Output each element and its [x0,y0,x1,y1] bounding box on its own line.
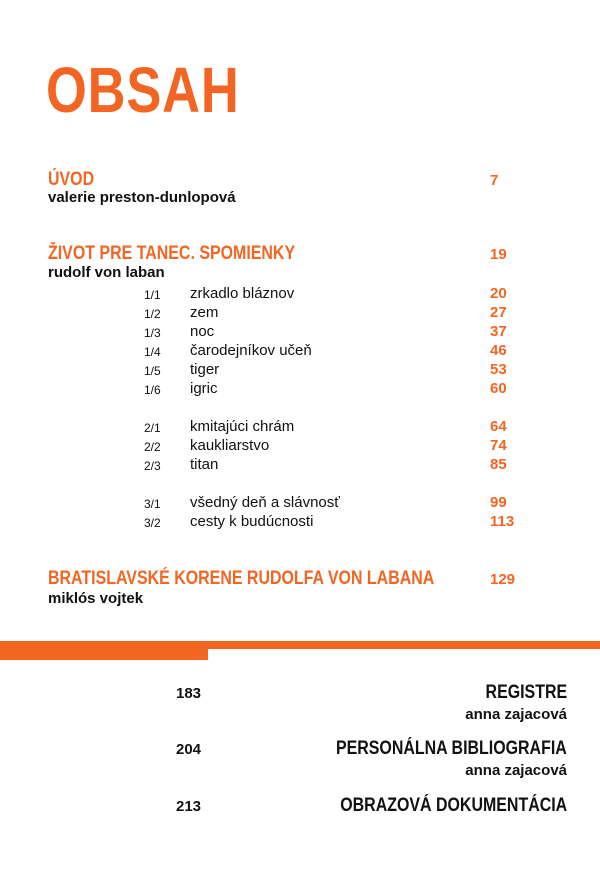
appendix-author: anna zajacová [465,762,567,779]
chapter-title: kmitajúci chrám [190,418,295,435]
chapter-page-number: 60 [490,380,507,397]
chapter-page-number: 37 [490,323,507,340]
chapter-title: noc [190,323,215,340]
chapter-title: všedný deň a slávnosť [190,494,340,511]
chapter-page-number: 46 [490,342,507,359]
chapter-title: tiger [190,361,220,378]
appendix-title: PERSONÁLNA BIBLIOGRAFIA [336,738,567,759]
section-author: miklós vojtek [48,590,144,607]
chapter-number: 1/3 [144,326,161,340]
chapter-number: 1/4 [144,345,161,359]
chapter-number: 2/1 [144,421,161,435]
chapter-page-number: 64 [490,418,507,435]
section-title: ÚVOD [48,169,95,190]
section-page-number: 7 [490,172,499,189]
page-title: OBSAH [46,54,240,126]
chapter-title: kaukliarstvo [190,437,270,454]
appendix-page-number: 183 [176,685,202,702]
chapter-title: zem [190,304,219,321]
section-author: rudolf von laban [48,264,165,281]
section-page-number: 129 [490,571,516,588]
appendix-page-number: 213 [176,798,202,815]
chapter-page-number: 20 [490,285,507,302]
chapter-number: 1/1 [144,288,161,302]
divider-tab [0,646,208,660]
section-page-number: 19 [490,246,507,263]
chapter-page-number: 27 [490,304,507,321]
chapter-page-number: 113 [490,513,515,530]
chapter-page-number: 85 [490,456,507,473]
chapter-title: cesty k budúcnosti [190,513,314,530]
chapter-number: 2/2 [144,440,161,454]
chapter-number: 3/2 [144,516,161,530]
chapter-page-number: 99 [490,494,507,511]
chapter-number: 2/3 [144,459,161,473]
chapter-number: 1/2 [144,307,161,321]
section-author: valerie preston-dunlopová [48,189,236,206]
chapter-number: 1/5 [144,364,161,378]
chapter-number: 1/6 [144,383,161,397]
chapter-title: igric [190,380,218,397]
chapter-number: 3/1 [144,497,161,511]
appendix-title: REGISTRE [485,682,567,703]
chapter-title: zrkadlo bláznov [190,285,295,302]
appendix-page-number: 204 [176,741,202,758]
section-title: ŽIVOT PRE TANEC. SPOMIENKY [48,243,296,264]
appendix-author: anna zajacová [465,706,567,723]
chapter-page-number: 74 [490,437,507,454]
appendix-title: OBRAZOVÁ DOKUMENTÁCIA [340,795,567,816]
chapter-title: titan [190,456,219,473]
chapter-title: čarodejníkov učeň [190,342,312,359]
section-title: BRATISLAVSKÉ KORENE RUDOLFA VON LABANA [48,568,435,589]
chapter-page-number: 53 [490,361,507,378]
